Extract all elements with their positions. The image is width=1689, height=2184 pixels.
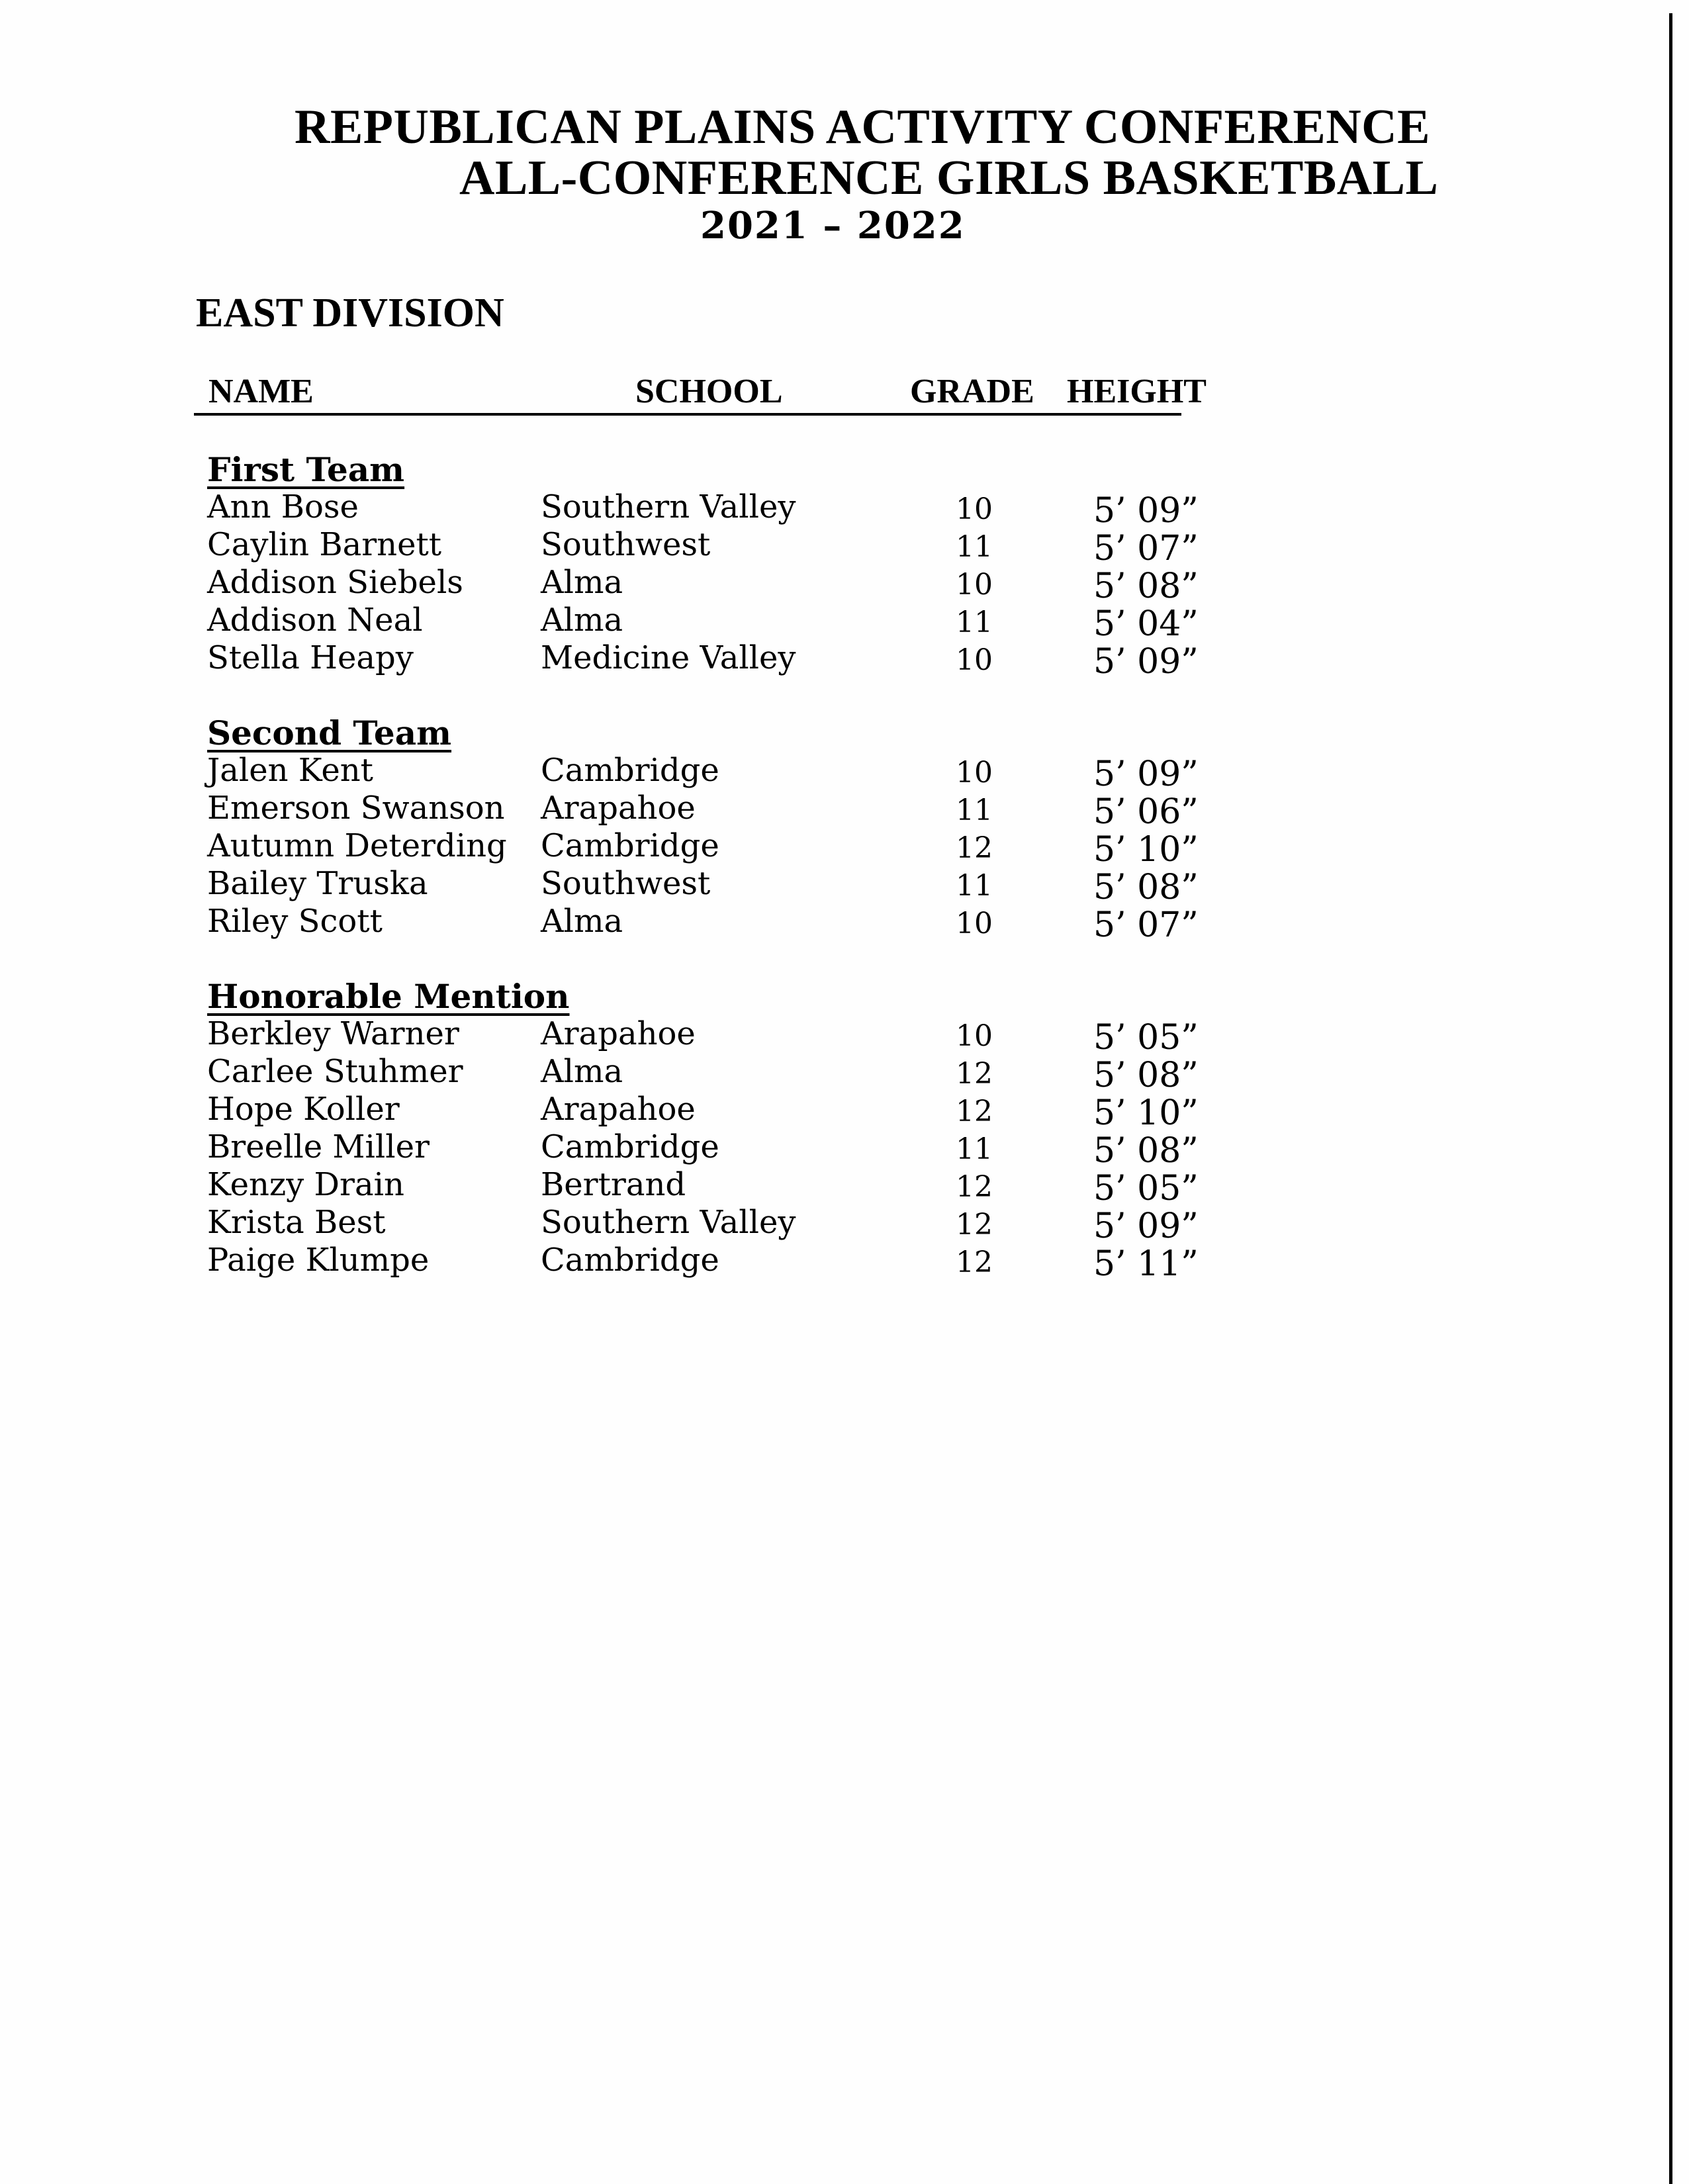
player-name: Paige Klumpe bbox=[207, 1242, 430, 1279]
player-name: Autumn Deterding bbox=[207, 827, 507, 864]
table-row bbox=[0, 752, 1324, 794]
column-header-school: SCHOOL bbox=[635, 373, 783, 410]
player-name: Breelle Miller bbox=[207, 1128, 430, 1165]
sport-title: ALL-CONFERENCE GIRLS BASKETBALL bbox=[459, 151, 1439, 205]
player-name: Kenzy Drain bbox=[207, 1166, 404, 1203]
column-header-grade: GRADE bbox=[910, 373, 1034, 410]
table-row bbox=[0, 1242, 1324, 1284]
table-row bbox=[0, 1128, 1324, 1171]
table-row bbox=[0, 526, 1324, 569]
player-height: 5’ 09” bbox=[1093, 754, 1199, 794]
player-grade: 10 bbox=[956, 756, 993, 790]
division-heading: EAST DIVISION bbox=[196, 291, 504, 336]
table-row bbox=[0, 639, 1324, 682]
column-header-name: NAME bbox=[208, 373, 314, 410]
player-school: Medicine Valley bbox=[541, 639, 796, 676]
table-row bbox=[0, 903, 1324, 945]
player-grade: 10 bbox=[956, 492, 993, 526]
player-name: Addison Siebels bbox=[207, 564, 463, 601]
player-height: 5’ 10” bbox=[1093, 1093, 1199, 1133]
table-row bbox=[0, 790, 1324, 832]
player-name: Jalen Kent bbox=[207, 752, 373, 789]
table-row bbox=[0, 865, 1324, 907]
player-grade: 10 bbox=[956, 1019, 993, 1053]
player-height: 5’ 05” bbox=[1093, 1169, 1199, 1208]
player-grade: 12 bbox=[956, 1057, 993, 1091]
player-grade: 11 bbox=[956, 606, 993, 639]
player-height: 5’ 06” bbox=[1093, 792, 1199, 832]
player-grade: 12 bbox=[956, 1170, 993, 1204]
player-school: Southwest bbox=[541, 865, 711, 902]
player-height: 5’ 09” bbox=[1093, 642, 1199, 682]
player-school: Arapahoe bbox=[541, 790, 696, 827]
table-row bbox=[0, 564, 1324, 606]
table-row bbox=[0, 1204, 1324, 1246]
player-school: Cambridge bbox=[541, 1128, 719, 1165]
player-school: Arapahoe bbox=[541, 1015, 696, 1052]
player-height: 5’ 07” bbox=[1093, 529, 1199, 569]
player-height: 5’ 04” bbox=[1093, 604, 1199, 644]
player-name: Riley Scott bbox=[207, 903, 383, 940]
player-height: 5’ 10” bbox=[1093, 830, 1199, 870]
player-grade: 10 bbox=[956, 568, 993, 602]
player-school: Arapahoe bbox=[541, 1091, 696, 1128]
table-row bbox=[0, 1166, 1324, 1208]
player-school: Southern Valley bbox=[541, 488, 796, 525]
player-school: Cambridge bbox=[541, 752, 719, 789]
player-grade: 12 bbox=[956, 1246, 993, 1279]
header-rule bbox=[194, 413, 1181, 416]
player-school: Cambridge bbox=[541, 1242, 719, 1279]
player-grade: 12 bbox=[956, 831, 993, 865]
scan-edge-line bbox=[1669, 13, 1672, 2184]
player-school: Southwest bbox=[541, 526, 711, 563]
player-height: 5’ 11” bbox=[1093, 1244, 1199, 1284]
player-name: Carlee Stuhmer bbox=[207, 1053, 463, 1090]
table-row bbox=[0, 602, 1324, 644]
player-grade: 11 bbox=[956, 530, 993, 564]
table-row bbox=[0, 488, 1324, 531]
player-grade: 12 bbox=[956, 1095, 993, 1128]
player-height: 5’ 08” bbox=[1093, 1131, 1199, 1171]
table-row bbox=[0, 827, 1324, 870]
player-name: Emerson Swanson bbox=[207, 790, 505, 827]
table-row bbox=[0, 1015, 1324, 1058]
table-row bbox=[0, 1053, 1324, 1095]
column-header-height: HEIGHT bbox=[1067, 373, 1207, 410]
player-name: Addison Neal bbox=[207, 602, 423, 639]
player-name: Hope Koller bbox=[207, 1091, 400, 1128]
player-name: Ann Bose bbox=[207, 488, 359, 525]
player-height: 5’ 09” bbox=[1093, 491, 1199, 531]
player-school: Bertrand bbox=[541, 1166, 686, 1203]
player-height: 5’ 07” bbox=[1093, 905, 1199, 945]
conference-title: REPUBLICAN PLAINS ACTIVITY CONFERENCE bbox=[295, 100, 1430, 154]
player-grade: 12 bbox=[956, 1208, 993, 1242]
player-height: 5’ 09” bbox=[1093, 1206, 1199, 1246]
player-height: 5’ 08” bbox=[1093, 1056, 1199, 1095]
player-name: Stella Heapy bbox=[207, 639, 414, 676]
section-title-honorable-mention: Honorable Mention bbox=[207, 977, 570, 1016]
season-label: 2021 – 2022 bbox=[700, 204, 966, 248]
player-school: Southern Valley bbox=[541, 1204, 796, 1241]
player-school: Alma bbox=[541, 1053, 623, 1090]
player-name: Krista Best bbox=[207, 1204, 386, 1241]
player-height: 5’ 05” bbox=[1093, 1018, 1199, 1058]
player-school: Cambridge bbox=[541, 827, 719, 864]
player-grade: 11 bbox=[956, 794, 993, 827]
player-grade: 11 bbox=[956, 869, 993, 903]
section-title-second-team: Second Team bbox=[207, 713, 452, 752]
player-height: 5’ 08” bbox=[1093, 868, 1199, 907]
player-name: Caylin Barnett bbox=[207, 526, 442, 563]
player-school: Alma bbox=[541, 564, 623, 601]
player-grade: 10 bbox=[956, 643, 993, 677]
player-school: Alma bbox=[541, 903, 623, 940]
player-grade: 11 bbox=[956, 1132, 993, 1166]
section-title-first-team: First Team bbox=[207, 450, 405, 489]
player-grade: 10 bbox=[956, 907, 993, 940]
player-school: Alma bbox=[541, 602, 623, 639]
player-height: 5’ 08” bbox=[1093, 567, 1199, 606]
player-name: Berkley Warner bbox=[207, 1015, 459, 1052]
player-name: Bailey Truska bbox=[207, 865, 428, 902]
table-row bbox=[0, 1091, 1324, 1133]
